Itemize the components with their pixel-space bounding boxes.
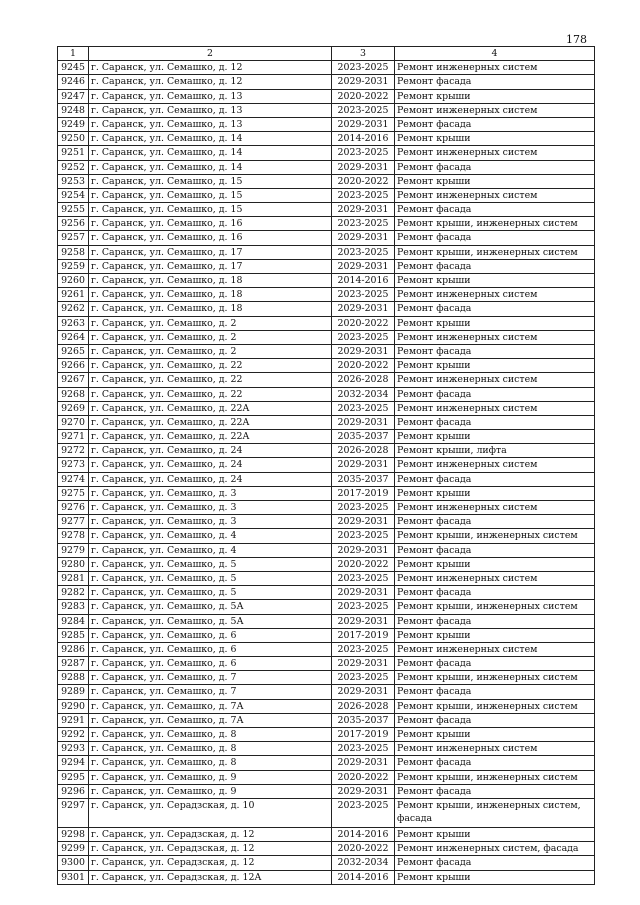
table-row bbox=[58, 430, 595, 444]
work-type-cell: Ремонт фасада bbox=[395, 614, 595, 628]
period-cell: 2032-2034 bbox=[332, 387, 395, 401]
work-type-cell: Ремонт крыши bbox=[395, 827, 595, 841]
work-type-cell: Ремонт фасада bbox=[395, 657, 595, 671]
period-cell: 2029-2031 bbox=[332, 784, 395, 798]
table-row bbox=[58, 842, 595, 856]
period-cell: 2020-2022 bbox=[332, 842, 395, 856]
address-cell: г. Саранск, ул. Семашко, д. 24 bbox=[89, 472, 332, 486]
address-cell: г. Саранск, ул. Серадзская, д. 12 bbox=[89, 856, 332, 870]
work-type-cell: Ремонт фасада bbox=[395, 160, 595, 174]
table-row bbox=[58, 89, 595, 103]
work-type-cell: Ремонт фасада bbox=[395, 756, 595, 770]
table-row bbox=[58, 274, 595, 288]
address-cell: г. Саранск, ул. Семашко, д. 16 bbox=[89, 231, 332, 245]
period-cell: 2014-2016 bbox=[332, 132, 395, 146]
work-type-cell: Ремонт крыши, инженерных систем bbox=[395, 529, 595, 543]
table-row bbox=[58, 132, 595, 146]
address-cell: г. Саранск, ул. Семашко, д. 7А bbox=[89, 699, 332, 713]
period-cell: 2023-2025 bbox=[332, 103, 395, 117]
table-row bbox=[58, 642, 595, 656]
row-number: 9259 bbox=[58, 259, 89, 273]
work-type-cell: Ремонт фасада bbox=[395, 472, 595, 486]
work-type-cell: Ремонт крыши bbox=[395, 359, 595, 373]
table-row bbox=[58, 75, 595, 89]
row-number: 9258 bbox=[58, 245, 89, 259]
address-cell: г. Саранск, ул. Семашко, д. 15 bbox=[89, 174, 332, 188]
table-row bbox=[58, 784, 595, 798]
work-type-cell: Ремонт инженерных систем bbox=[395, 103, 595, 117]
period-cell: 2023-2025 bbox=[332, 798, 395, 827]
address-cell: г. Саранск, ул. Семашко, д. 3 bbox=[89, 515, 332, 529]
address-cell: г. Саранск, ул. Семашко, д. 14 bbox=[89, 160, 332, 174]
address-cell: г. Саранск, ул. Семашко, д. 4 bbox=[89, 543, 332, 557]
row-number: 9276 bbox=[58, 501, 89, 515]
table-row bbox=[58, 373, 595, 387]
row-number: 9286 bbox=[58, 642, 89, 656]
address-cell: г. Саранск, ул. Семашко, д. 7 bbox=[89, 671, 332, 685]
address-cell: г. Саранск, ул. Семашко, д. 17 bbox=[89, 259, 332, 273]
row-number: 9252 bbox=[58, 160, 89, 174]
row-number: 9263 bbox=[58, 316, 89, 330]
work-type-cell: Ремонт крыши bbox=[395, 174, 595, 188]
work-type-cell: Ремонт инженерных систем bbox=[395, 642, 595, 656]
address-cell: г. Саранск, ул. Семашко, д. 16 bbox=[89, 217, 332, 231]
table-row bbox=[58, 798, 595, 827]
address-cell: г. Саранск, ул. Семашко, д. 13 bbox=[89, 117, 332, 131]
work-type-cell: Ремонт фасада bbox=[395, 344, 595, 358]
row-number: 9261 bbox=[58, 288, 89, 302]
address-cell: г. Саранск, ул. Семашко, д. 2 bbox=[89, 316, 332, 330]
table-row bbox=[58, 600, 595, 614]
table-row bbox=[58, 472, 595, 486]
period-cell: 2023-2025 bbox=[332, 288, 395, 302]
work-type-cell: Ремонт крыши, инженерных систем bbox=[395, 217, 595, 231]
period-cell: 2023-2025 bbox=[332, 671, 395, 685]
table-row bbox=[58, 302, 595, 316]
address-cell: г. Саранск, ул. Семашко, д. 22 bbox=[89, 387, 332, 401]
work-type-cell: Ремонт инженерных систем, фасада bbox=[395, 842, 595, 856]
period-cell: 2023-2025 bbox=[332, 742, 395, 756]
address-cell: г. Саранск, ул. Семашко, д. 22А bbox=[89, 401, 332, 415]
row-number: 9249 bbox=[58, 117, 89, 131]
table-row bbox=[58, 501, 595, 515]
table-row bbox=[58, 515, 595, 529]
work-type-cell: Ремонт крыши, лифта bbox=[395, 444, 595, 458]
row-number: 9270 bbox=[58, 415, 89, 429]
address-cell: г. Саранск, ул. Семашко, д. 14 bbox=[89, 132, 332, 146]
period-cell: 2023-2025 bbox=[332, 401, 395, 415]
row-number: 9300 bbox=[58, 856, 89, 870]
table-row bbox=[58, 146, 595, 160]
table-row bbox=[58, 728, 595, 742]
table-row bbox=[58, 316, 595, 330]
work-type-cell: Ремонт фасада bbox=[395, 685, 595, 699]
period-cell: 2029-2031 bbox=[332, 160, 395, 174]
address-cell: г. Саранск, ул. Семашко, д. 12 bbox=[89, 61, 332, 75]
period-cell: 2014-2016 bbox=[332, 827, 395, 841]
row-number: 9269 bbox=[58, 401, 89, 415]
period-cell: 2014-2016 bbox=[332, 870, 395, 884]
period-cell: 2035-2037 bbox=[332, 430, 395, 444]
address-cell: г. Саранск, ул. Семашко, д. 5А bbox=[89, 600, 332, 614]
row-number: 9277 bbox=[58, 515, 89, 529]
work-type-cell: Ремонт крыши, инженерных систем bbox=[395, 699, 595, 713]
table-row bbox=[58, 827, 595, 841]
work-type-cell: Ремонт фасада bbox=[395, 784, 595, 798]
period-cell: 2023-2025 bbox=[332, 188, 395, 202]
period-cell: 2020-2022 bbox=[332, 89, 395, 103]
row-number: 9289 bbox=[58, 685, 89, 699]
row-number: 9294 bbox=[58, 756, 89, 770]
table-row bbox=[58, 756, 595, 770]
row-number: 9288 bbox=[58, 671, 89, 685]
work-type-cell: Ремонт крыши, инженерных систем bbox=[395, 770, 595, 784]
work-type-cell: Ремонт крыши bbox=[395, 728, 595, 742]
row-number: 9296 bbox=[58, 784, 89, 798]
period-cell: 2029-2031 bbox=[332, 117, 395, 131]
table-row bbox=[58, 117, 595, 131]
work-type-cell: Ремонт фасада bbox=[395, 415, 595, 429]
address-cell: г. Саранск, ул. Семашко, д. 22 bbox=[89, 373, 332, 387]
period-cell: 2026-2028 bbox=[332, 444, 395, 458]
table-row bbox=[58, 288, 595, 302]
row-number: 9246 bbox=[58, 75, 89, 89]
row-number: 9299 bbox=[58, 842, 89, 856]
period-cell: 2023-2025 bbox=[332, 529, 395, 543]
row-number: 9295 bbox=[58, 770, 89, 784]
repair-schedule-table bbox=[57, 46, 595, 885]
period-cell: 2035-2037 bbox=[332, 472, 395, 486]
address-cell: г. Саранск, ул. Семашко, д. 5А bbox=[89, 614, 332, 628]
table-row bbox=[58, 387, 595, 401]
period-cell: 2014-2016 bbox=[332, 274, 395, 288]
period-cell: 2029-2031 bbox=[332, 586, 395, 600]
address-cell: г. Саранск, ул. Семашко, д. 5 bbox=[89, 586, 332, 600]
period-cell: 2020-2022 bbox=[332, 359, 395, 373]
period-cell: 2029-2031 bbox=[332, 515, 395, 529]
table-row bbox=[58, 231, 595, 245]
address-cell: г. Саранск, ул. Семашко, д. 6 bbox=[89, 642, 332, 656]
address-cell: г. Саранск, ул. Семашко, д. 5 bbox=[89, 571, 332, 585]
address-cell: г. Саранск, ул. Семашко, д. 15 bbox=[89, 188, 332, 202]
work-type-cell: Ремонт инженерных систем bbox=[395, 458, 595, 472]
row-number: 9260 bbox=[58, 274, 89, 288]
period-cell: 2026-2028 bbox=[332, 699, 395, 713]
period-cell: 2035-2037 bbox=[332, 713, 395, 727]
row-number: 9247 bbox=[58, 89, 89, 103]
work-type-cell: Ремонт инженерных систем bbox=[395, 571, 595, 585]
row-number: 9283 bbox=[58, 600, 89, 614]
address-cell: г. Саранск, ул. Семашко, д. 8 bbox=[89, 756, 332, 770]
row-number: 9266 bbox=[58, 359, 89, 373]
row-number: 9284 bbox=[58, 614, 89, 628]
row-number: 9297 bbox=[58, 798, 89, 827]
row-number: 9271 bbox=[58, 430, 89, 444]
address-cell: г. Саранск, ул. Семашко, д. 7А bbox=[89, 713, 332, 727]
work-type-cell: Ремонт инженерных систем bbox=[395, 188, 595, 202]
table-row bbox=[58, 444, 595, 458]
row-number: 9278 bbox=[58, 529, 89, 543]
period-cell: 2029-2031 bbox=[332, 543, 395, 557]
row-number: 9251 bbox=[58, 146, 89, 160]
address-cell: г. Саранск, ул. Семашко, д. 13 bbox=[89, 89, 332, 103]
address-cell: г. Саранск, ул. Семашко, д. 15 bbox=[89, 203, 332, 217]
table-row bbox=[58, 657, 595, 671]
work-type-cell: Ремонт крыши bbox=[395, 557, 595, 571]
address-cell: г. Саранск, ул. Семашко, д. 22 bbox=[89, 359, 332, 373]
table-row bbox=[58, 529, 595, 543]
period-cell: 2029-2031 bbox=[332, 344, 395, 358]
row-number: 9290 bbox=[58, 699, 89, 713]
address-cell: г. Саранск, ул. Семашко, д. 3 bbox=[89, 501, 332, 515]
period-cell: 2026-2028 bbox=[332, 373, 395, 387]
row-number: 9301 bbox=[58, 870, 89, 884]
row-number: 9264 bbox=[58, 330, 89, 344]
work-type-cell: Ремонт крыши, инженерных систем bbox=[395, 600, 595, 614]
period-cell: 2017-2019 bbox=[332, 628, 395, 642]
table-row bbox=[58, 103, 595, 117]
period-cell: 2029-2031 bbox=[332, 75, 395, 89]
table-row bbox=[58, 486, 595, 500]
work-type-cell: Ремонт крыши bbox=[395, 89, 595, 103]
work-type-cell: Ремонт фасада bbox=[395, 302, 595, 316]
table-row bbox=[58, 259, 595, 273]
work-type-cell: Ремонт крыши, инженерных систем bbox=[395, 245, 595, 259]
work-type-cell: Ремонт фасада bbox=[395, 515, 595, 529]
period-cell: 2032-2034 bbox=[332, 856, 395, 870]
address-cell: г. Саранск, ул. Семашко, д. 12 bbox=[89, 75, 332, 89]
address-cell: г. Саранск, ул. Семашко, д. 3 bbox=[89, 486, 332, 500]
table-row bbox=[58, 571, 595, 585]
row-number: 9274 bbox=[58, 472, 89, 486]
address-cell: г. Саранск, ул. Серадзская, д. 10 bbox=[89, 798, 332, 827]
address-cell: г. Саранск, ул. Семашко, д. 9 bbox=[89, 784, 332, 798]
address-cell: г. Саранск, ул. Серадзская, д. 12А bbox=[89, 870, 332, 884]
address-cell: г. Саранск, ул. Семашко, д. 8 bbox=[89, 742, 332, 756]
period-cell: 2029-2031 bbox=[332, 657, 395, 671]
table-row bbox=[58, 586, 595, 600]
work-type-cell: Ремонт фасада bbox=[395, 586, 595, 600]
address-cell: г. Саранск, ул. Семашко, д. 24 bbox=[89, 458, 332, 472]
row-number: 9265 bbox=[58, 344, 89, 358]
period-cell: 2023-2025 bbox=[332, 245, 395, 259]
column-header: 3 bbox=[332, 47, 395, 61]
period-cell: 2023-2025 bbox=[332, 61, 395, 75]
period-cell: 2023-2025 bbox=[332, 330, 395, 344]
row-number: 9256 bbox=[58, 217, 89, 231]
table-row bbox=[58, 203, 595, 217]
row-number: 9268 bbox=[58, 387, 89, 401]
page-number: 178 bbox=[566, 33, 587, 46]
address-cell: г. Саранск, ул. Семашко, д. 8 bbox=[89, 728, 332, 742]
table-row bbox=[58, 359, 595, 373]
address-cell: г. Саранск, ул. Семашко, д. 18 bbox=[89, 288, 332, 302]
row-number: 9280 bbox=[58, 557, 89, 571]
work-type-cell: Ремонт фасада bbox=[395, 231, 595, 245]
column-header: 2 bbox=[89, 47, 332, 61]
row-number: 9279 bbox=[58, 543, 89, 557]
column-header: 1 bbox=[58, 47, 89, 61]
table-row bbox=[58, 856, 595, 870]
address-cell: г. Саранск, ул. Семашко, д. 7 bbox=[89, 685, 332, 699]
address-cell: г. Саранск, ул. Серадзская, д. 12 bbox=[89, 827, 332, 841]
period-cell: 2029-2031 bbox=[332, 458, 395, 472]
work-type-cell: Ремонт фасада bbox=[395, 203, 595, 217]
work-type-cell: Ремонт инженерных систем bbox=[395, 61, 595, 75]
table-row bbox=[58, 160, 595, 174]
period-cell: 2017-2019 bbox=[332, 728, 395, 742]
row-number: 9272 bbox=[58, 444, 89, 458]
address-cell: г. Саранск, ул. Семашко, д. 22А bbox=[89, 430, 332, 444]
work-type-cell: Ремонт инженерных систем bbox=[395, 501, 595, 515]
period-cell: 2023-2025 bbox=[332, 217, 395, 231]
table-row bbox=[58, 742, 595, 756]
address-cell: г. Саранск, ул. Семашко, д. 17 bbox=[89, 245, 332, 259]
row-number: 9245 bbox=[58, 61, 89, 75]
table-row bbox=[58, 245, 595, 259]
work-type-cell: Ремонт крыши bbox=[395, 274, 595, 288]
work-type-cell: Ремонт инженерных систем bbox=[395, 330, 595, 344]
table-row bbox=[58, 557, 595, 571]
period-cell: 2029-2031 bbox=[332, 203, 395, 217]
row-number: 9273 bbox=[58, 458, 89, 472]
period-cell: 2029-2031 bbox=[332, 415, 395, 429]
address-cell: г. Саранск, ул. Семашко, д. 5 bbox=[89, 557, 332, 571]
period-cell: 2020-2022 bbox=[332, 316, 395, 330]
row-number: 9287 bbox=[58, 657, 89, 671]
address-cell: г. Саранск, ул. Семашко, д. 6 bbox=[89, 657, 332, 671]
address-cell: г. Саранск, ул. Семашко, д. 9 bbox=[89, 770, 332, 784]
table-row bbox=[58, 188, 595, 202]
work-type-cell: Ремонт инженерных систем bbox=[395, 742, 595, 756]
period-cell: 2020-2022 bbox=[332, 174, 395, 188]
table-row bbox=[58, 685, 595, 699]
table-row bbox=[58, 174, 595, 188]
period-cell: 2029-2031 bbox=[332, 614, 395, 628]
table-row bbox=[58, 344, 595, 358]
table-row bbox=[58, 671, 595, 685]
table-row bbox=[58, 543, 595, 557]
work-type-cell: Ремонт инженерных систем bbox=[395, 146, 595, 160]
work-type-cell: Ремонт фасада bbox=[395, 713, 595, 727]
table-row bbox=[58, 401, 595, 415]
row-number: 9255 bbox=[58, 203, 89, 217]
row-number: 9257 bbox=[58, 231, 89, 245]
period-cell: 2029-2031 bbox=[332, 231, 395, 245]
work-type-cell: Ремонт крыши bbox=[395, 430, 595, 444]
table-row bbox=[58, 458, 595, 472]
row-number: 9281 bbox=[58, 571, 89, 585]
table-row bbox=[58, 330, 595, 344]
address-cell: г. Саранск, ул. Семашко, д. 13 bbox=[89, 103, 332, 117]
period-cell: 2023-2025 bbox=[332, 571, 395, 585]
column-header: 4 bbox=[395, 47, 595, 61]
address-cell: г. Саранск, ул. Семашко, д. 22А bbox=[89, 415, 332, 429]
work-type-cell: Ремонт крыши bbox=[395, 486, 595, 500]
row-number: 9293 bbox=[58, 742, 89, 756]
row-number: 9254 bbox=[58, 188, 89, 202]
table-row bbox=[58, 217, 595, 231]
work-type-cell: Ремонт фасада bbox=[395, 259, 595, 273]
work-type-cell: Ремонт фасада bbox=[395, 856, 595, 870]
work-type-cell: Ремонт крыши, инженерных систем bbox=[395, 671, 595, 685]
work-type-cell: Ремонт инженерных систем bbox=[395, 373, 595, 387]
table-row bbox=[58, 628, 595, 642]
address-cell: г. Саранск, ул. Семашко, д. 2 bbox=[89, 344, 332, 358]
address-cell: г. Саранск, ул. Семашко, д. 18 bbox=[89, 302, 332, 316]
address-cell: г. Саранск, ул. Семашко, д. 14 bbox=[89, 146, 332, 160]
address-cell: г. Саранск, ул. Серадзская, д. 12 bbox=[89, 842, 332, 856]
work-type-cell: Ремонт крыши bbox=[395, 316, 595, 330]
address-cell: г. Саранск, ул. Семашко, д. 18 bbox=[89, 274, 332, 288]
work-type-cell: Ремонт фасада bbox=[395, 75, 595, 89]
work-type-cell: Ремонт крыши bbox=[395, 870, 595, 884]
address-cell: г. Саранск, ул. Семашко, д. 4 bbox=[89, 529, 332, 543]
row-number: 9292 bbox=[58, 728, 89, 742]
row-number: 9267 bbox=[58, 373, 89, 387]
row-number: 9262 bbox=[58, 302, 89, 316]
work-type-cell: Ремонт фасада bbox=[395, 387, 595, 401]
period-cell: 2020-2022 bbox=[332, 557, 395, 571]
row-number: 9298 bbox=[58, 827, 89, 841]
work-type-cell: Ремонт инженерных систем bbox=[395, 401, 595, 415]
period-cell: 2029-2031 bbox=[332, 685, 395, 699]
table-row bbox=[58, 699, 595, 713]
row-number: 9285 bbox=[58, 628, 89, 642]
work-type-cell: Ремонт крыши, инженерных систем, фасада bbox=[395, 798, 595, 827]
period-cell: 2023-2025 bbox=[332, 600, 395, 614]
work-type-cell: Ремонт инженерных систем bbox=[395, 288, 595, 302]
work-type-cell: Ремонт крыши bbox=[395, 132, 595, 146]
table-row bbox=[58, 415, 595, 429]
table-body bbox=[58, 61, 595, 885]
row-number: 9275 bbox=[58, 486, 89, 500]
address-cell: г. Саранск, ул. Семашко, д. 24 bbox=[89, 444, 332, 458]
row-number: 9250 bbox=[58, 132, 89, 146]
table-row bbox=[58, 61, 595, 75]
period-cell: 2029-2031 bbox=[332, 259, 395, 273]
work-type-cell: Ремонт фасада bbox=[395, 117, 595, 131]
table-row bbox=[58, 870, 595, 884]
row-number: 9291 bbox=[58, 713, 89, 727]
table-row bbox=[58, 713, 595, 727]
row-number: 9253 bbox=[58, 174, 89, 188]
address-cell: г. Саранск, ул. Семашко, д. 2 bbox=[89, 330, 332, 344]
row-number: 9282 bbox=[58, 586, 89, 600]
period-cell: 2023-2025 bbox=[332, 501, 395, 515]
period-cell: 2023-2025 bbox=[332, 146, 395, 160]
work-type-cell: Ремонт фасада bbox=[395, 543, 595, 557]
period-cell: 2023-2025 bbox=[332, 642, 395, 656]
period-cell: 2029-2031 bbox=[332, 302, 395, 316]
table-header-row bbox=[58, 47, 595, 61]
row-number: 9248 bbox=[58, 103, 89, 117]
period-cell: 2020-2022 bbox=[332, 770, 395, 784]
address-cell: г. Саранск, ул. Семашко, д. 6 bbox=[89, 628, 332, 642]
period-cell: 2029-2031 bbox=[332, 756, 395, 770]
table-row bbox=[58, 614, 595, 628]
period-cell: 2017-2019 bbox=[332, 486, 395, 500]
table-row bbox=[58, 770, 595, 784]
work-type-cell: Ремонт крыши bbox=[395, 628, 595, 642]
